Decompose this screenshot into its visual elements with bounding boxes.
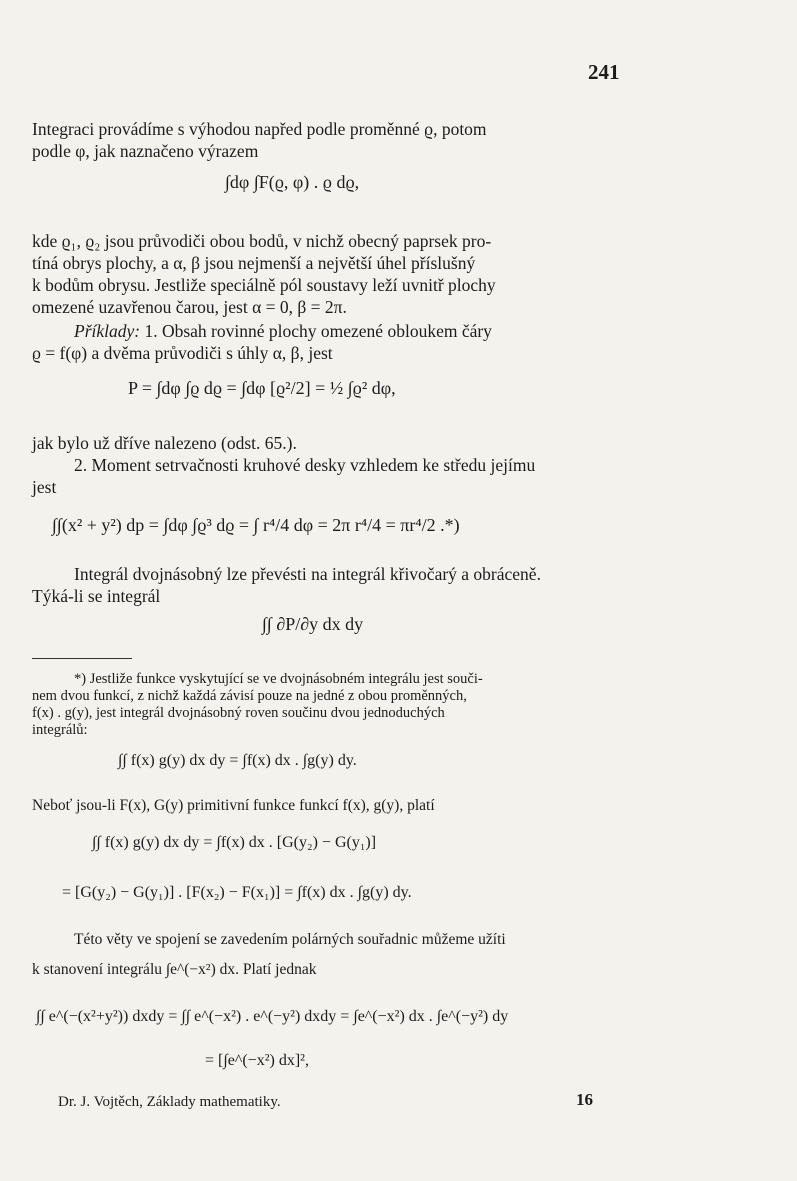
footnote-equation-8 xyxy=(36,1008,508,1026)
equation-text: ∫∫ e^(−(x²+y²)) dxdy = ∫∫ e^(−x²) . e^(−y²) dxdy = ∫e^(−x²) dx . ∫e^(−y²) dy xyxy=(36,1008,509,1025)
footnote-line: Této věty ve spojení se zavedením polárných souřadnic můžeme užíti xyxy=(74,931,506,948)
equation-text: P = ∫dφ ∫ϱ dϱ = ∫dφ [ϱ²/2] = ½ ∫ϱ² dφ, xyxy=(128,378,396,398)
footnote-equation-6 xyxy=(92,834,376,852)
equation-text: ∫∫(x² + y²) dp = ∫dφ ∫ϱ³ dϱ = ∫ r⁴/4 dφ = 2π r⁴/4 = πr⁴/2 .*) xyxy=(52,515,460,535)
equation-text: ∫∫ f(x) g(y) dx dy = ∫f(x) dx . ∫g(y) dy. xyxy=(118,752,357,769)
text-line: kde ϱ₁, ϱ₂ jsou průvodiči obou bodů, v nichž obecný paprsek pro- xyxy=(32,231,492,251)
equation-text: ∫dφ ∫F(ϱ, φ) . ϱ dϱ, xyxy=(225,172,360,192)
page-footer: Dr. J. Vojtěch, Základy mathematiky. xyxy=(58,1094,281,1110)
footnote-line: nem dvou funkcí, z nichž každá závisí pouze na jedné z obou proměnných, xyxy=(32,688,467,704)
footnote-line: *) Jestliže funkce vyskytující se ve dvojnásobném integrálu jest souči- xyxy=(74,671,483,687)
text-line: Týká-li se integrál xyxy=(32,586,161,606)
text-line: 2. Moment setrvačnosti kruhové desky vzhledem ke středu jejímu xyxy=(74,455,536,475)
signature-mark: 16 xyxy=(576,1090,593,1109)
equation-text: ∫∫ ∂P/∂y dx dy xyxy=(262,614,364,634)
equation-text: = [G(y₂) − G(y₁)] . [F(x₂) − F(x₁)] = ∫f(x) dx . ∫g(y) dy. xyxy=(62,884,412,901)
text-line: k bodům obrysu. Jestliže speciálně pól soustavy leží uvnitř plochy xyxy=(32,275,496,295)
equation-text: ∫∫ f(x) g(y) dx dy = ∫f(x) dx . [G(y₂) − G(y₁)] xyxy=(92,834,377,851)
footnote-line: Neboť jsou-li F(x), G(y) primitivní funkce funkcí f(x), g(y), platí xyxy=(32,797,435,814)
footnote-line: f(x) . g(y), jest integrál dvojnásobný roven součinu dvou jednoduchých xyxy=(32,705,445,721)
text-line: tíná obrys plochy, a α, β jsou nejmenší a největší úhel příslušný xyxy=(32,253,476,273)
text-line xyxy=(74,320,634,342)
text-line: omezené uzavřenou čarou, jest α = 0, β = 2π. xyxy=(32,297,347,317)
footnote-equation-7 xyxy=(62,884,412,902)
equation-2 xyxy=(128,378,396,399)
section-lead: Příklady: xyxy=(74,321,141,341)
footnote-line: k stanovení integrálu ∫e^(−x²) dx. Platí jednak xyxy=(32,961,317,978)
text-span: 1. Obsah rovinné plochy omezené obloukem čáry xyxy=(140,321,492,341)
equation-3 xyxy=(52,515,460,536)
footnote-equation-5 xyxy=(118,752,357,770)
text-line: jak bylo už dříve nalezeno (odst. 65.). xyxy=(32,433,297,453)
footnote-equation-9 xyxy=(205,1052,309,1070)
text-line: podle φ, jak naznačeno výrazem xyxy=(32,141,259,161)
equation-4 xyxy=(262,614,363,635)
text-line: jest xyxy=(32,477,57,497)
page-number: 241 xyxy=(588,60,620,84)
text-line: Integraci provádíme s výhodou napřed podle proměnné ϱ, potom xyxy=(32,119,487,139)
footnote-line: integrálů: xyxy=(32,722,88,738)
text-line: Integrál dvojnásobný lze převésti na integrál křivočarý a obráceně. xyxy=(74,564,541,584)
footnote-divider xyxy=(32,658,132,659)
equation-1 xyxy=(225,172,359,193)
text-line: ϱ = f(φ) a dvěma průvodiči s úhly α, β, jest xyxy=(32,343,333,363)
equation-text: = [∫e^(−x²) dx]², xyxy=(205,1052,309,1069)
